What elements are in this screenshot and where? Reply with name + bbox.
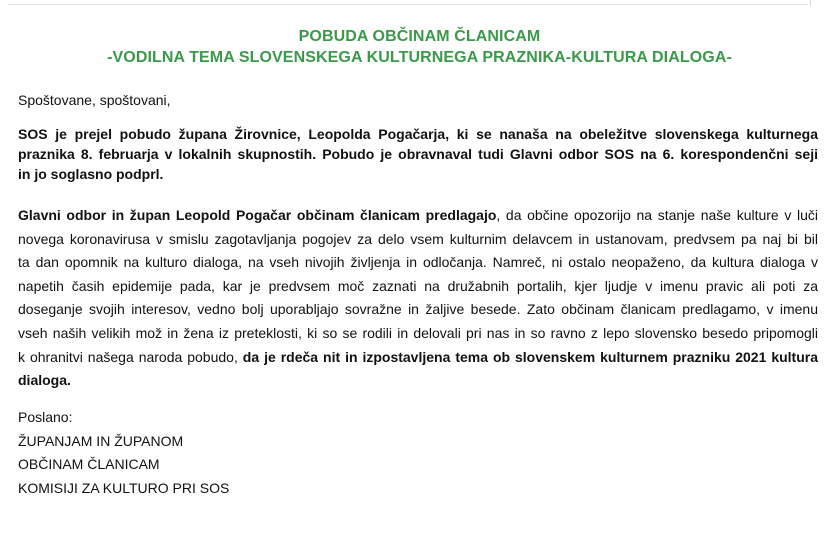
salutation: Spoštovane, spoštovani,	[18, 92, 171, 108]
normal-text: k ohranitvi našega naroda pobudo,	[18, 348, 243, 365]
recipient-item: KOMISIJI ZA KULTURO PRI SOS	[18, 479, 230, 496]
paragraph-proposal	[18, 204, 818, 393]
paragraph-line	[18, 204, 818, 228]
sent-label: Poslano:	[18, 409, 73, 425]
recipients-block	[18, 406, 229, 500]
header-subtitle: -VODILNA TEMA SLOVENSKEGA KULTURNEGA PRAZNIKA-KULTURA DIALOGA-	[107, 49, 732, 66]
paragraph-line: novega koronavirusa v smislu zagotavljanja pogojev za delo vsem kulturnim delavcem in ustanovam, predvsem pa naj bi bil	[18, 230, 818, 247]
normal-text: , da občine opozorijo na stanje naše kulture v luči	[496, 207, 818, 223]
recipient-item: ŽUPANJAM IN ŽUPANOM	[18, 432, 184, 449]
header-title: POBUDA OBČINAM ČLANICAM	[298, 28, 541, 45]
top-border-tick	[810, 0, 811, 6]
paragraph-line: doseganje svojih interesov, vedno bolj uporabljajo sovražne in žaljive besede. Zato občinam članicam predlagamo, v imenu	[18, 301, 818, 318]
paragraph-intro	[18, 124, 818, 184]
paragraph-line: in jo soglasno podprl.	[18, 166, 164, 182]
bold-text: da je rdeča nit in izpostavljena tema ob slovenskem kulturnem prazniku 2021 kultura	[242, 348, 819, 365]
bold-text: Glavni odbor in župan Leopold Pogačar občinam članicam predlagajo	[18, 207, 497, 223]
paragraph-line: dialoga.	[18, 372, 71, 389]
paragraph-line: ta dan opomnik na kulturo dialoga, na vseh nivojih življenja in odločanja. Namreč, ni ostalo neopaženo, da kultura dialoga v	[18, 254, 818, 271]
document-header	[0, 26, 839, 68]
paragraph-line: napetih časih epidemije pada, kar je predvsem moč zaznati na družabnih portalih, kjer ljudje v imenu pravic ali poti za	[18, 277, 818, 294]
recipient-item: OBČINAM ČLANICAM	[18, 456, 160, 472]
paragraph-line	[18, 346, 818, 370]
paragraph-line: SOS je prejel pobudo župana Žirovnice, Leopolda Pogačarja, ki se nanaša na obeležitve slovenskega kulturnega	[18, 126, 818, 142]
paragraph-line: vseh naših velikih mož in žena iz preteklosti, ki so se rodili in delovali pri nas in so ravno z lepo slovensko besedo pripomogli	[18, 324, 818, 341]
paragraph-line: praznika 8. februarja v lokalnih skupnostih. Pobudo je obravnaval tudi Glavni odbor SOS na 6. korespondenčni seji	[18, 146, 818, 162]
top-border-line	[8, 4, 808, 5]
